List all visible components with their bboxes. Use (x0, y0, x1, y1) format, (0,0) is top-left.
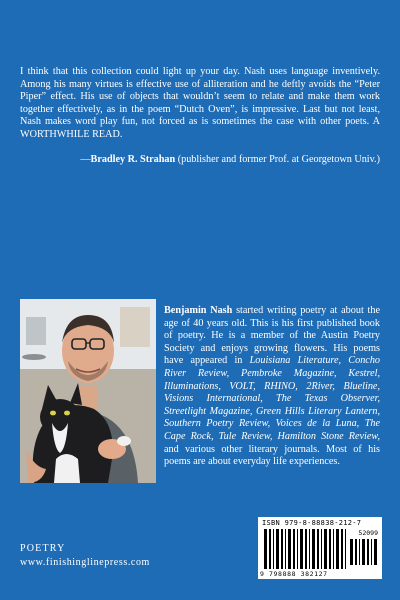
author-photo (20, 299, 156, 483)
bio-journals: Louisiana Literature, Concho River Review, Pembroke Magazine, Kestrel, Illuminations, VOLT, RHINO, 2River, Blueline, Visions International, The Texas Observer, Streetlight Magazine, Green Hills Literary Lantern, Southern Poetry Review, Voices de la Luna, The Cape Rock, Tule Review, Hamilton Stone Review, (164, 355, 381, 442)
author-with-cat-photo-icon (20, 299, 156, 483)
barcode-bars-icon (264, 529, 346, 569)
bio-outro: and various other literary journals. Most of his poems are about everyday life experiences. (164, 443, 380, 468)
genre-label: POETRY (20, 543, 66, 554)
bio-intro: started writing poetry at about the age of 40 years old. This is his first published book of poetry. He is a member of the Austin Poetry Society and enjoys growing flowers. His poems have appeared in (164, 305, 380, 367)
reviewer-role: (publisher and former Prof. at Georgetown Univ.) (175, 154, 380, 165)
review-blurb: I think that this collection could light up your day. Nash uses language inventively. Among his many virtues is effective use of alliteration and he deftly avoids the “Peter Piper” effect. His use of objects that wouldn’t seem to relate and make them work together effectively, as in the poem “Dutch Oven”, is impressive. Last but not least, Nash makes word play fun, not forced as is sometimes the case with other poets. A WORTHWHILE READ. (20, 66, 380, 140)
ean-digits: 9 798888 382127 (260, 570, 328, 578)
author-name: Benjamin Nash (164, 305, 233, 316)
attribution-dash: — (80, 154, 91, 165)
price-barcode-icon (350, 539, 378, 565)
price-code: 52099 (358, 529, 378, 537)
isbn-number: ISBN 979-8-88838-212-7 (262, 519, 362, 527)
reviewer-name: Bradley R. Strahan (90, 154, 176, 165)
publisher-url: www.finishinglinepress.com (20, 557, 150, 568)
isbn-barcode (258, 517, 382, 579)
review-attribution (20, 154, 380, 167)
author-bio (164, 305, 380, 469)
